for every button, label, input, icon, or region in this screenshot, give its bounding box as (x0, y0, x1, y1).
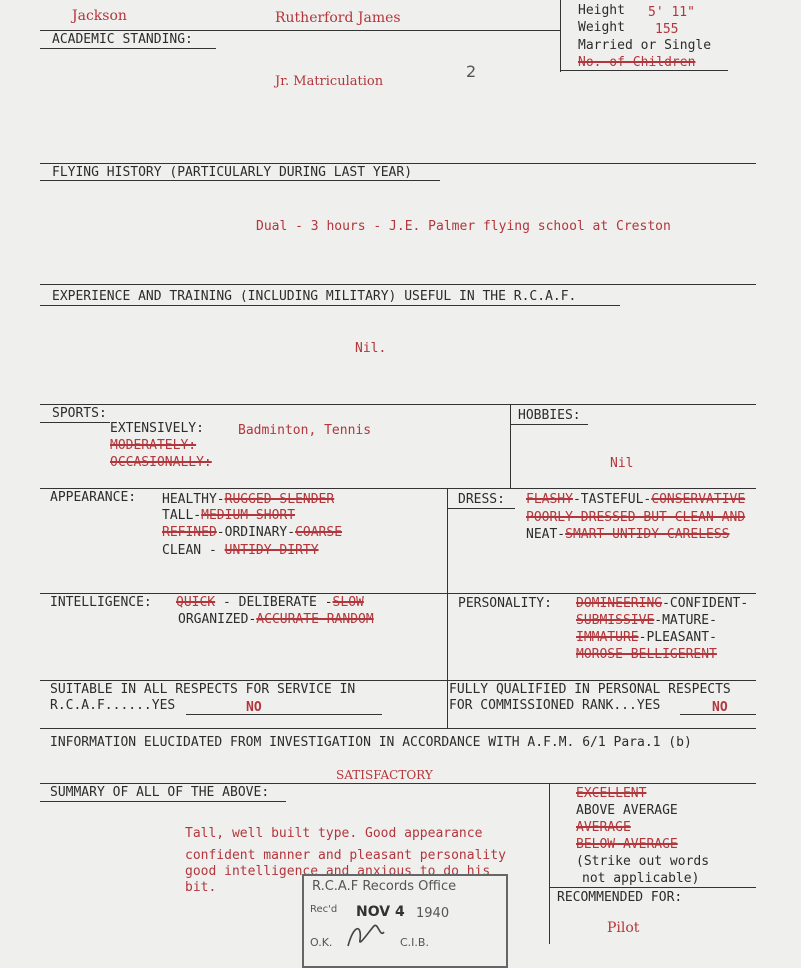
dress-line-1 (526, 492, 745, 507)
header-box-bottom (560, 70, 728, 71)
intelligence-line-2 (178, 612, 374, 627)
dress-underline (447, 508, 515, 509)
center-divider (447, 488, 448, 728)
personality-line-3 (576, 630, 717, 645)
records-office-stamp (302, 874, 508, 968)
sports-moderately: MODERATELY: (110, 438, 197, 453)
stamp-date: NOV 4 (356, 904, 405, 920)
rating-note-1: (Strike out words (576, 854, 710, 869)
experience-value: Nil. (355, 341, 387, 356)
intelligence-struck-2: ACCURATE-RANDOM (256, 612, 374, 627)
surname: Jackson (72, 8, 127, 24)
hobbies-divider (510, 404, 511, 488)
appearance-struck-4: UNTIDY-DIRTY (224, 543, 319, 558)
qualified-line-1: FULLY QUALIFIED IN PERSONAL RESPECTS (449, 682, 731, 697)
appearance-tall: TALL- (162, 508, 202, 523)
dress-struck-1a: FLASHY (526, 492, 573, 507)
hobbies-label: HOBBIES: (518, 408, 581, 423)
intelligence-struck-1a: QUICK (176, 595, 216, 610)
height-label: Height (578, 3, 625, 18)
sports-rule (40, 404, 756, 405)
recommended-label: RECOMMENDED FOR: (557, 890, 683, 905)
no-of-children: No. of Children (578, 55, 696, 70)
summary-rule (40, 783, 756, 784)
given-names: Rutherford James (275, 10, 401, 26)
dress-label: DRESS: (458, 492, 505, 507)
appearance-line-2 (162, 508, 295, 523)
intelligence-label: INTELLIGENCE: (50, 595, 152, 610)
experience-underline (40, 305, 620, 306)
suitable-answer-line (186, 714, 382, 715)
intelligence-line-1 (176, 595, 364, 610)
appearance-struck-3a: REFINED (162, 525, 217, 540)
suitable-rule (40, 680, 756, 681)
personality-struck-4: MOROSE-BELLIGERENT (576, 647, 717, 662)
stamp-recd: Rec'd (310, 904, 338, 915)
marital-status: Married or Single (578, 38, 712, 53)
stamp-signature (344, 920, 388, 950)
flying-value: Dual - 3 hours - J.E. Palmer flying school at Creston (256, 219, 671, 234)
weight-label: Weight (578, 20, 625, 35)
rating-excellent: EXCELLENT (576, 786, 647, 801)
summary-line-3: good intelligence and anxious to do his (185, 864, 491, 879)
rating-note-2: not applicable) (582, 871, 700, 886)
appearance-label: APPEARANCE: (50, 490, 137, 505)
appearance-clean: CLEAN - (162, 543, 225, 558)
summary-line-2: confident manner and pleasant personality (185, 848, 506, 863)
flying-label: FLYING HISTORY (PARTICULARLY DURING LAST YEAR) (52, 165, 413, 180)
rating-above-average: ABOVE AVERAGE (576, 803, 678, 818)
experience-rule (40, 284, 756, 285)
hobbies-value: Nil (610, 456, 634, 471)
personality-pleasant: -PLEASANT- (638, 630, 717, 645)
information-value: SATISFACTORY (336, 768, 433, 782)
intelligence-struck-1b: SLOW (332, 595, 364, 610)
academic-label: ACADEMIC STANDING: (52, 32, 193, 47)
sports-extensively-label: EXTENSIVELY: (110, 421, 204, 436)
qualified-line-2: FOR COMMISSIONED RANK...YES (449, 698, 661, 713)
sports-occasionally: OCCASIONALLY: (110, 455, 212, 470)
dress-tasteful: -TASTEFUL- (572, 492, 652, 507)
personality-struck-1: DOMINEERING (576, 596, 663, 611)
appearance-healthy: HEALTHY- (162, 492, 225, 507)
appearance-line-3 (162, 525, 342, 540)
flying-underline (40, 180, 440, 181)
rating-average: AVERAGE (576, 820, 631, 835)
stamp-year: 1940 (416, 906, 450, 921)
appearance-line-4 (162, 543, 319, 558)
hobbies-underline (510, 424, 588, 425)
sports-label: SPORTS: (52, 406, 107, 421)
dress-struck-3: SMART-UNTIDY-CARELESS (565, 527, 730, 542)
stamp-initials: C.I.B. (400, 936, 429, 949)
dress-line-3 (526, 527, 730, 542)
intelligence-deliberate: - DELIBERATE - (215, 595, 333, 610)
suitable-line-2: R.C.A.F......YES (50, 698, 176, 713)
suitable-no: NO (246, 700, 262, 715)
dress-neat: NEAT- (526, 527, 566, 542)
header-rule (40, 30, 560, 31)
rating-below-average: BELOW AVERAGE (576, 837, 678, 852)
personality-line-2 (576, 613, 717, 628)
weight-value: 155 (655, 22, 679, 37)
qualified-answer-line (680, 714, 756, 715)
personality-mature: -MATURE- (654, 613, 717, 628)
appearance-line-1 (162, 492, 334, 507)
stamp-ok: O.K. (310, 936, 333, 949)
appearance-struck-3b: COARSE (295, 525, 343, 540)
personality-confident: -CONFIDENT- (662, 596, 749, 611)
academic-note: 2 (466, 62, 477, 81)
recommended-value: Pilot (607, 920, 640, 936)
recommended-rule (549, 887, 756, 888)
intelligence-organized: ORGANIZED- (178, 612, 257, 627)
personality-struck-2: SUBMISSIVE (576, 613, 655, 628)
header-divider (560, 0, 561, 72)
summary-label: SUMMARY OF ALL OF THE ABOVE: (50, 785, 270, 800)
appearance-ordinary: -ORDINARY- (216, 525, 296, 540)
personality-label: PERSONALITY: (458, 596, 552, 611)
information-label: INFORMATION ELUCIDATED FROM INVESTIGATION IN ACCORDANCE WITH A.F.M. 6/1 Para.1 (b) (50, 735, 692, 750)
academic-value: Jr. Matriculation (275, 74, 384, 89)
summary-line-1: Tall, well built type. Good appearance (185, 826, 483, 841)
appearance-rule (40, 488, 756, 489)
flying-rule (40, 163, 756, 164)
height-value: 5' 11" (648, 5, 695, 20)
personality-line-1 (576, 596, 748, 611)
experience-label: EXPERIENCE AND TRAINING (INCLUDING MILITARY) USEFUL IN THE R.C.A.F. (52, 289, 577, 304)
dress-struck-2: POORLY DRESSED BUT CLEAN AND (526, 510, 746, 525)
stamp-title: R.C.A.F Records Office (312, 879, 457, 894)
dress-struck-1b: CONSERVATIVE (651, 492, 746, 507)
suitable-line-1: SUITABLE IN ALL RESPECTS FOR SERVICE IN (50, 682, 356, 697)
intelligence-rule (40, 593, 756, 594)
rating-divider (549, 783, 550, 944)
appearance-struck-2: MEDIUM-SHORT (201, 508, 296, 523)
personality-struck-3: IMMATURE (576, 630, 639, 645)
sports-underline (40, 422, 110, 423)
academic-underline (40, 48, 216, 49)
sports-extensively-value: Badminton, Tennis (238, 423, 372, 438)
information-rule (40, 728, 756, 729)
qualified-no: NO (712, 700, 728, 715)
summary-underline (40, 801, 286, 802)
appearance-struck-1: RUGGED-SLENDER (224, 492, 335, 507)
summary-line-4: bit. (185, 880, 217, 895)
